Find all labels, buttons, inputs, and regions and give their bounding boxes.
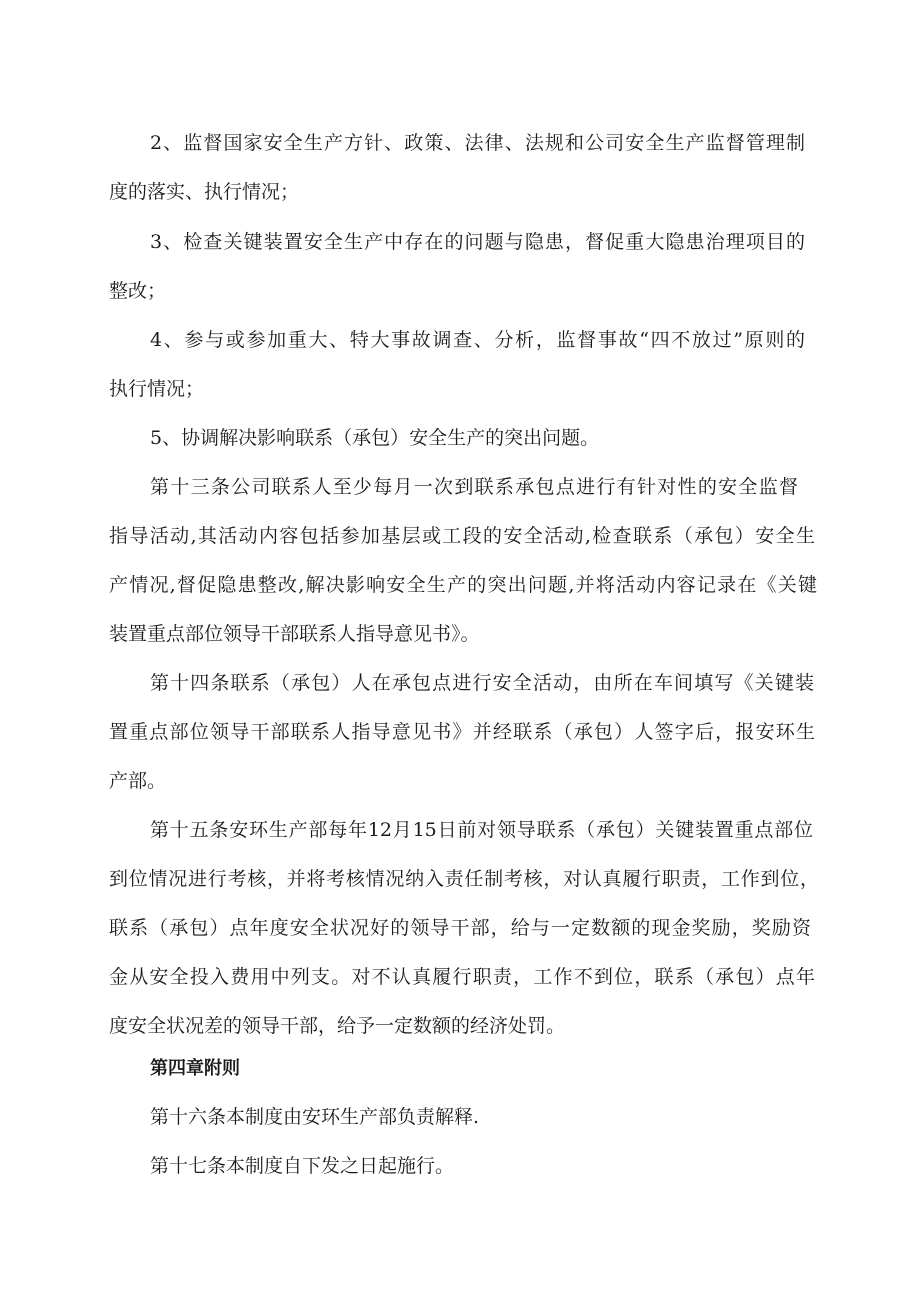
article-15-line-4: 金从安全投入费用中列支。对不认真履行职责，工作不到位，联系（承包）点年 [109, 966, 815, 988]
clause-3-line-2: 整改； [109, 280, 167, 302]
article-14-line-2: 置重点部位领导干部联系人指导意见书》并经联系（承包）人签字后，报安环生 [109, 721, 815, 743]
article-17: 第十七条本制度自下发之日起施行。 [150, 1155, 455, 1177]
article-13-line-3: 产情况,督促隐患整改,解决影响安全生产的突出问题,并将活动内容记录在《关键 [109, 574, 817, 596]
clause-3-line-1: 3、检查关键装置安全生产中存在的问题与隐患，督促重大隐患治理项目的 [150, 231, 805, 253]
clause-4-line-1: 4、参与或参加重大、特大事故调查、分析，监督事故“四不放过”原则的 [150, 329, 805, 351]
clause-2-line-2: 度的落实、执行情况； [109, 181, 300, 203]
article-14-line-1: 第十四条联系（承包）人在承包点进行安全活动，由所在车间填写《关键装 [150, 672, 814, 694]
article-15-line-2: 到位情况进行考核，并将考核情况纳入责任制考核，对认真履行职责，工作到位， [109, 868, 819, 890]
article-15-line-1: 第十五条安环生产部每年12月15日前对领导联系（承包）关键装置重点部位 [150, 819, 813, 841]
chapter-4-heading: 第四章附则 [150, 1058, 240, 1079]
article-14-line-3: 产部。 [109, 770, 167, 792]
clause-4-line-2: 执行情况； [109, 378, 205, 400]
article-13-line-2: 指导活动,其活动内容包括参加基层或工段的安全活动,检查联系（承包）安全生 [109, 525, 815, 547]
article-15-line-5: 度安全状况差的领导干部，给予一定数额的经济处罚。 [109, 1015, 566, 1037]
clause-5-line-1: 5、协调解决影响联系（承包）安全生产的突出问题。 [150, 427, 600, 449]
article-15-line-3: 联系（承包）点年度安全状况好的领导干部，给与一定数额的现金奖励，奖励资 [109, 917, 811, 939]
article-16: 第十六条本制度由安环生产部负责解释. [150, 1106, 480, 1128]
article-13-line-4: 装置重点部位领导干部联系人指导意见书》。 [109, 623, 480, 645]
article-13-line-1: 第十三条公司联系人至少每月一次到联系承包点进行有针对性的安全监督 [150, 476, 798, 498]
clause-2-line-1: 2、监督国家安全生产方针、政策、法律、法规和公司安全生产监督管理制 [150, 132, 805, 154]
